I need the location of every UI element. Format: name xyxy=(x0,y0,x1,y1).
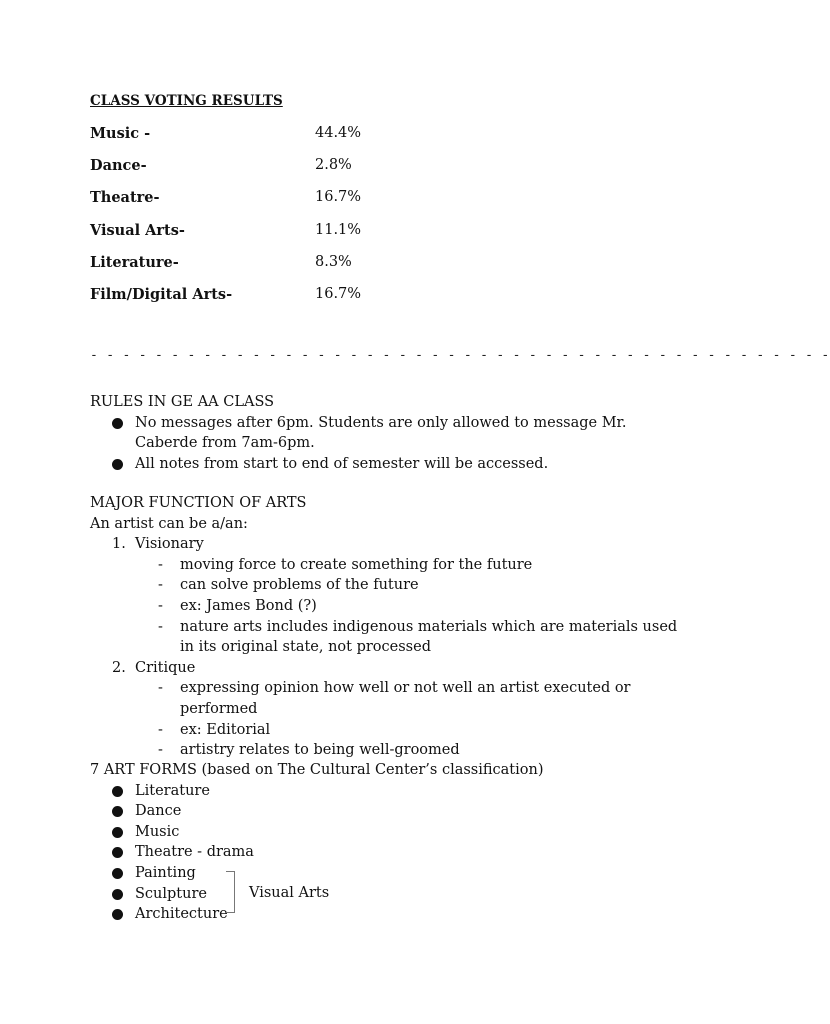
vote-row-dance xyxy=(90,157,690,177)
bullet-icon xyxy=(112,418,123,429)
vote-label: Film/Digital Arts- xyxy=(90,286,233,303)
list-item xyxy=(90,534,690,555)
vote-label: Dance- xyxy=(90,157,147,174)
art-form-text: Literature xyxy=(135,782,210,799)
visionary-points xyxy=(90,555,690,658)
list-item xyxy=(90,575,690,596)
vote-value: 11.1% xyxy=(315,222,362,238)
vote-value: 16.7% xyxy=(315,286,362,302)
art-form-text: Painting xyxy=(135,864,196,881)
list-number: 1. xyxy=(112,536,126,553)
art-form-text: Music xyxy=(135,823,180,840)
vote-row-theatre xyxy=(90,189,690,209)
dash-marker: - xyxy=(158,680,163,697)
list-item xyxy=(90,884,690,905)
dash-marker: - xyxy=(158,556,163,573)
point-text: can solve problems of the future xyxy=(180,577,419,594)
rule-text: No messages after 6pm. Students are only allowed to message Mr. Caberde from 7am-6pm. xyxy=(135,414,627,452)
bullet-icon xyxy=(112,827,123,838)
rules-section xyxy=(90,392,690,474)
vote-value: 2.8% xyxy=(315,157,352,173)
vote-row-visual-arts xyxy=(90,222,690,242)
list-item xyxy=(90,904,690,925)
vote-row-literature xyxy=(90,254,690,274)
list-item xyxy=(90,781,690,802)
vote-value: 16.7% xyxy=(315,189,362,205)
vote-label: Music - xyxy=(90,125,151,142)
list-number: 2. xyxy=(112,659,126,676)
point-text: ex: James Bond (?) xyxy=(180,597,317,614)
vote-value: 8.3% xyxy=(315,254,352,270)
list-item xyxy=(90,801,690,822)
voting-title: CLASS VOTING RESULTS xyxy=(90,93,283,109)
function-intro: An artist can be a/an: xyxy=(90,515,248,532)
point-text: ex: Editorial xyxy=(180,721,271,738)
list-item xyxy=(90,596,690,617)
list-item xyxy=(90,720,690,741)
dash-marker: - xyxy=(158,577,163,594)
list-item xyxy=(90,842,690,863)
list-item xyxy=(90,822,690,843)
list-item xyxy=(90,658,690,679)
art-form-text: Theatre - drama xyxy=(135,844,254,861)
vote-value: 44.4% xyxy=(315,125,362,141)
bracket-icon xyxy=(226,871,235,913)
list-item xyxy=(90,413,690,454)
bullet-icon xyxy=(112,786,123,797)
art-form-text: Dance xyxy=(135,803,182,820)
list-item xyxy=(90,454,690,475)
bullet-icon xyxy=(112,459,123,470)
list-item xyxy=(90,740,690,761)
list-item xyxy=(90,555,690,576)
visual-arts-label: Visual Arts xyxy=(249,884,330,901)
bullet-icon xyxy=(112,847,123,858)
bullet-icon xyxy=(112,909,123,920)
rules-heading: RULES IN GE AA CLASS xyxy=(90,394,275,410)
function-list xyxy=(90,534,690,555)
point-text: expressing opinion how well or not well an artist executed or performed xyxy=(180,680,631,717)
dash-marker: - xyxy=(158,618,163,635)
function-label: Visionary xyxy=(135,536,204,553)
dash-marker: - xyxy=(158,721,163,738)
point-text: moving force to create something for the future xyxy=(180,556,533,573)
dashed-divider: - - - - - - - - - - - - - - - - - - - - - - - - - - - - - - - - - - - - - - - - - - - - - - xyxy=(90,348,830,363)
art-form-text: Architecture xyxy=(135,906,228,923)
art-forms-list xyxy=(90,781,690,863)
point-text: artistry relates to being well-groomed xyxy=(180,742,460,759)
bullet-icon xyxy=(112,806,123,817)
critique-points xyxy=(90,678,690,760)
vote-label: Visual Arts- xyxy=(90,222,185,239)
dash-marker: - xyxy=(158,597,163,614)
function-list xyxy=(90,658,690,679)
rules-list xyxy=(90,413,690,475)
function-heading: MAJOR FUNCTION OF ARTS xyxy=(90,495,307,511)
function-section xyxy=(90,493,690,761)
art-forms-heading: 7 ART FORMS (based on The Cultural Center’s classification) xyxy=(90,762,544,778)
vote-label: Literature- xyxy=(90,254,179,271)
art-forms-section xyxy=(90,760,690,925)
vote-row-film-digital-arts xyxy=(90,286,690,306)
point-text: nature arts includes indigenous materials which are materials used in its original state, not processed xyxy=(180,618,678,656)
vote-label: Theatre- xyxy=(90,189,160,206)
visual-arts-list xyxy=(90,863,690,925)
vote-row-music xyxy=(90,125,690,145)
bullet-icon xyxy=(112,868,123,879)
art-form-text: Sculpture xyxy=(135,885,207,902)
function-label: Critique xyxy=(135,659,196,676)
bullet-icon xyxy=(112,889,123,900)
list-item xyxy=(90,863,690,884)
visual-arts-group xyxy=(90,863,690,925)
dash-marker: - xyxy=(158,742,163,759)
list-item xyxy=(90,617,690,658)
list-item xyxy=(90,678,690,719)
rule-text: All notes from start to end of semester will be accessed. xyxy=(135,455,549,472)
